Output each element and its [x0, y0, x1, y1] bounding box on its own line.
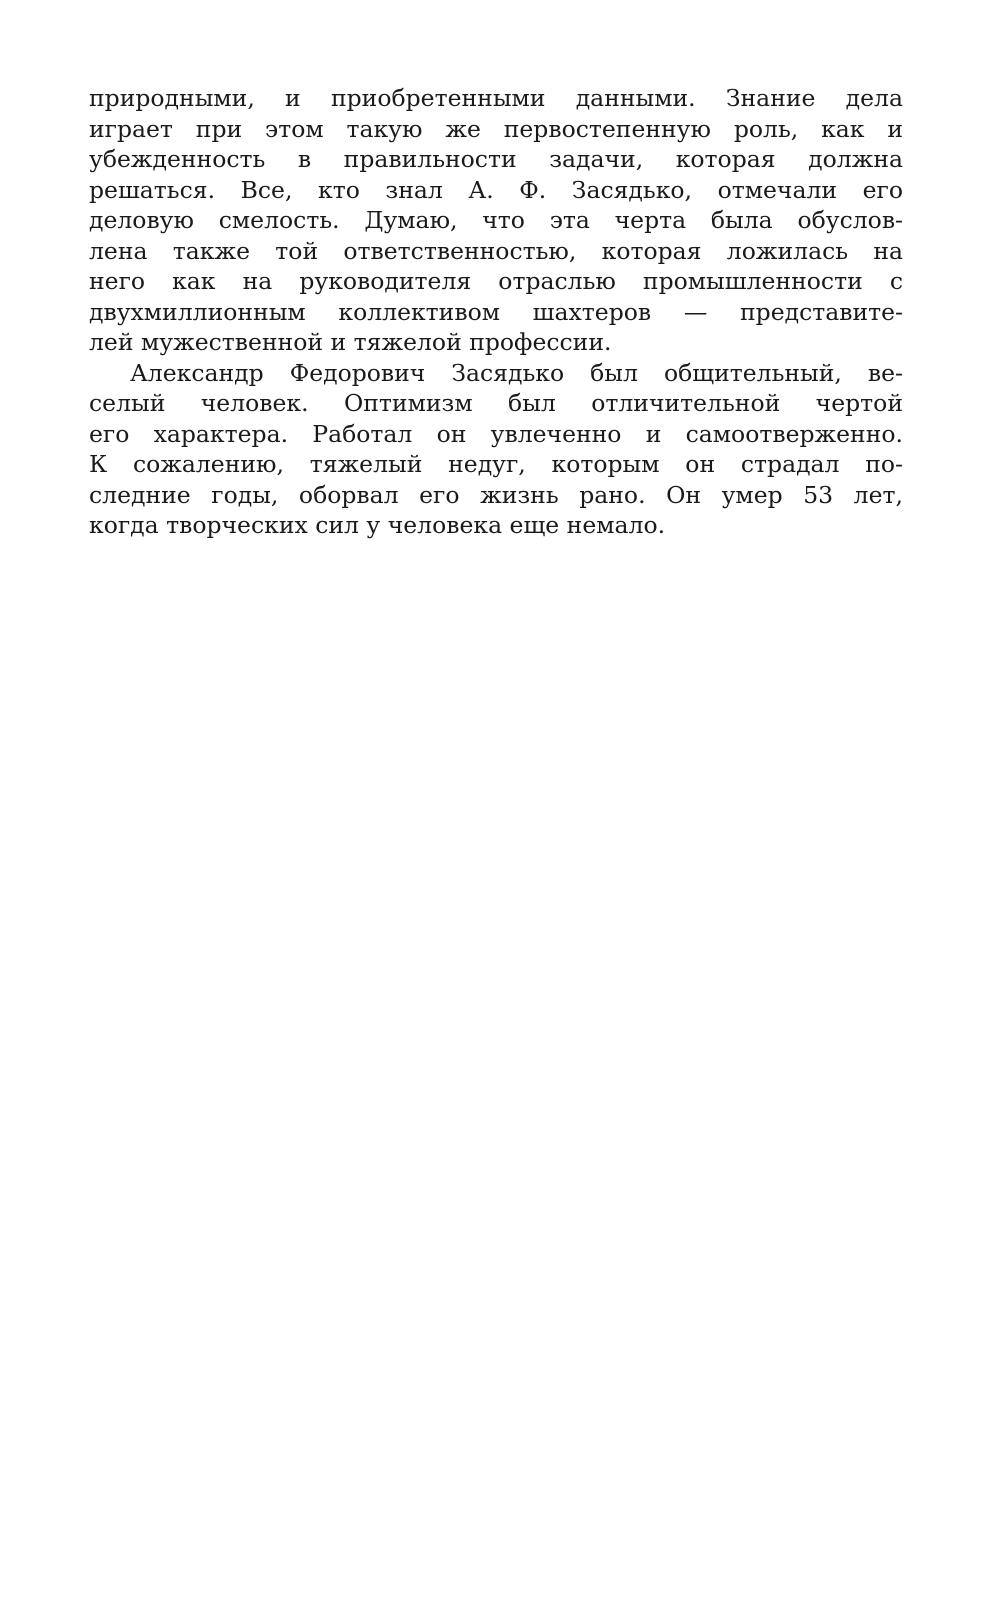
text-line: решаться. Все, кто знал А. Ф. Засядько, отмечали его: [89, 175, 903, 204]
paragraph-2: [89, 358, 903, 541]
text-line: двухмиллионным коллективом шахтеров — представите-: [89, 297, 903, 326]
text-line: К сожалению, тяжелый недуг, которым он страдал по-: [89, 450, 903, 478]
text-line: селый человек. Оптимизм был отличительной чертой: [89, 389, 903, 417]
text-line: его характера. Работал он увлеченно и самоотверженно.: [89, 419, 903, 448]
text-line: лена также той ответственностью, которая ложилась на: [89, 236, 903, 265]
text-line: него как на руководителя отраслью промышленности с: [89, 267, 903, 295]
body-text: [89, 83, 903, 541]
text-line: когда творческих сил у человека еще немало.: [89, 511, 666, 539]
paragraph-1: [89, 83, 903, 358]
text-line: убежденность в правильности задачи, которая должна: [89, 145, 903, 173]
text-line: Александр Федорович Засядько был общительный, ве-: [130, 358, 903, 387]
text-line: следние годы, оборвал его жизнь рано. Он умер 53 лет,: [89, 480, 903, 509]
text-line: играет при этом такую же первостепенную роль, как и: [89, 114, 903, 143]
text-line: лей мужественной и тяжелой профессии.: [89, 328, 612, 356]
text-line: деловую смелость. Думаю, что эта черта была обуслов-: [89, 206, 903, 234]
text-line: природными, и приобретенными данными. Знание дела: [89, 84, 903, 112]
